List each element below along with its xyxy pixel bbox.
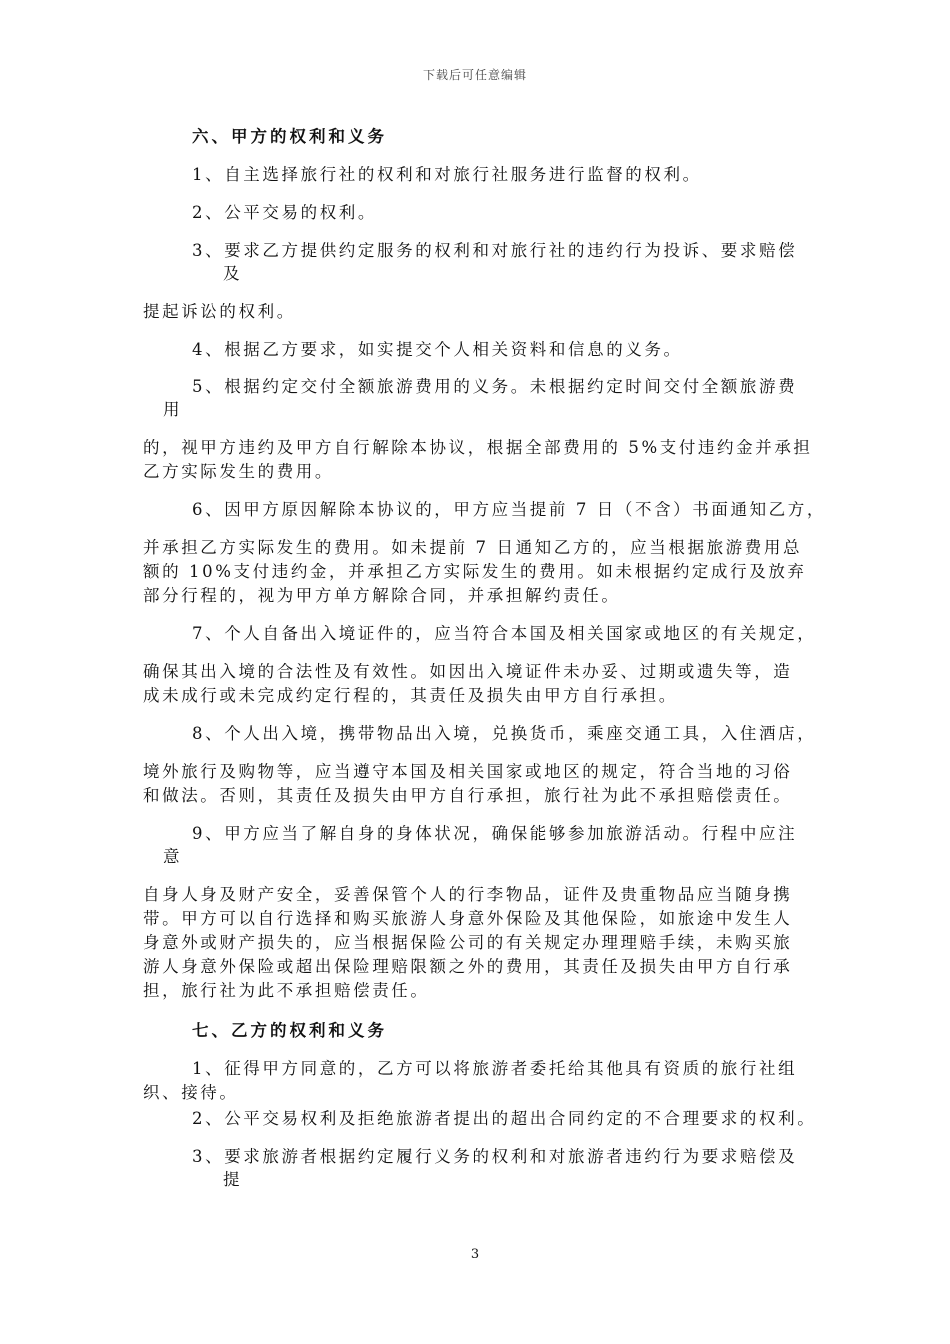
paragraph-a8-line: 和做法。否则，其责任及损失由甲方自行承担，旅行社为此不承担赔偿责任。 [143, 786, 793, 805]
paragraph-a9-line: 自身人身及财产安全，妥善保管个人的行李物品，证件及贵重物品应当随身携 [143, 885, 793, 904]
page-header: 下载后可任意编辑 [422, 68, 527, 82]
paragraph-a9-line: 9、甲方应当了解自身的身体状况，确保能够参加旅游活动。行程中应注 [192, 824, 798, 843]
page-number: 3 [470, 1247, 480, 1262]
paragraph-a1: 1、自主选择旅行社的权利和对旅行社服务进行监督的权利。 [192, 165, 702, 184]
paragraph-a5-line: 用 [163, 400, 183, 419]
paragraph-b1-line: 织、接待。 [143, 1083, 239, 1102]
paragraph-a6-line: 部分行程的，视为甲方单方解除合同，并承担解约责任。 [143, 586, 621, 605]
paragraph-a9-line: 游人身意外保险或超出保险理赔限额之外的费用，其责任及损失由甲方自行承 [143, 957, 793, 976]
paragraph-a3-line: 提起诉讼的权利。 [143, 302, 296, 321]
paragraph-a4: 4、根据乙方要求，如实提交个人相关资料和信息的义务。 [192, 340, 683, 359]
paragraph-a9-line: 意 [163, 847, 183, 866]
paragraph-b1-line: 1、征得甲方同意的，乙方可以将旅游者委托给其他具有资质的旅行社组 [192, 1059, 798, 1078]
paragraph-a6-line: 6、因甲方原因解除本协议的，甲方应当提前 7 日（不含）书面通知乙方， [192, 500, 826, 519]
paragraph-b2: 2、公平交易权利及拒绝旅游者提出的超出合同约定的不合理要求的权利。 [192, 1109, 817, 1128]
paragraph-a6-line: 并承担乙方实际发生的费用。如未提前 7 日通知乙方的，应当根据旅游费用总 [143, 538, 803, 557]
paragraph-b3-line: 3、要求旅游者根据约定履行义务的权利和对旅游者违约行为要求赔偿及 [192, 1147, 798, 1166]
section-heading-party-b: 七、乙方的权利和义务 [192, 1021, 387, 1040]
paragraph-a9-line: 带。甲方可以自行选择和购买旅游人身意外保险及其他保险，如旅途中发生人 [143, 909, 793, 928]
paragraph-a7-line: 成未成行或未完成约定行程的，其责任及损失由甲方自行承担。 [143, 686, 678, 705]
section-heading-party-a: 六、甲方的权利和义务 [192, 127, 387, 146]
paragraph-a2: 2、公平交易的权利。 [192, 203, 377, 222]
paragraph-a5-line: 的，视甲方违约及甲方自行解除本协议，根据全部费用的 5%支付违约金并承担 [143, 438, 813, 457]
paragraph-a9-line: 身意外或财产损失的，应当根据保险公司的有关规定办理理赔手续，未购买旅 [143, 933, 793, 952]
paragraph-a5-line: 5、根据约定交付全额旅游费用的义务。未根据约定时间交付全额旅游费 [192, 377, 798, 396]
paragraph-a7-line: 确保其出入境的合法性及有效性。如因出入境证件未办妥、过期或遗失等，造 [143, 662, 793, 681]
paragraph-a5-line: 乙方实际发生的费用。 [143, 462, 334, 481]
paragraph-a8-line: 8、个人出入境，携带物品出入境，兑换货币，乘座交通工具，入住酒店， [192, 724, 817, 743]
paragraph-a7-line: 7、个人自备出入境证件的，应当符合本国及相关国家或地区的有关规定， [192, 624, 817, 643]
paragraph-a3-line: 及 [223, 264, 243, 283]
paragraph-b3-line: 提 [223, 1170, 243, 1189]
paragraph-a8-line: 境外旅行及购物等，应当遵守本国及相关国家或地区的规定，符合当地的习俗 [143, 762, 793, 781]
paragraph-a3-line: 3、要求乙方提供约定服务的权利和对旅行社的违约行为投诉、要求赔偿 [192, 241, 798, 260]
paragraph-a6-line: 额的 10%支付违约金，并承担乙方实际发生的费用。如未根据约定成行及放弃 [143, 562, 807, 581]
paragraph-a9-line: 担，旅行社为此不承担赔偿责任。 [143, 981, 430, 1000]
